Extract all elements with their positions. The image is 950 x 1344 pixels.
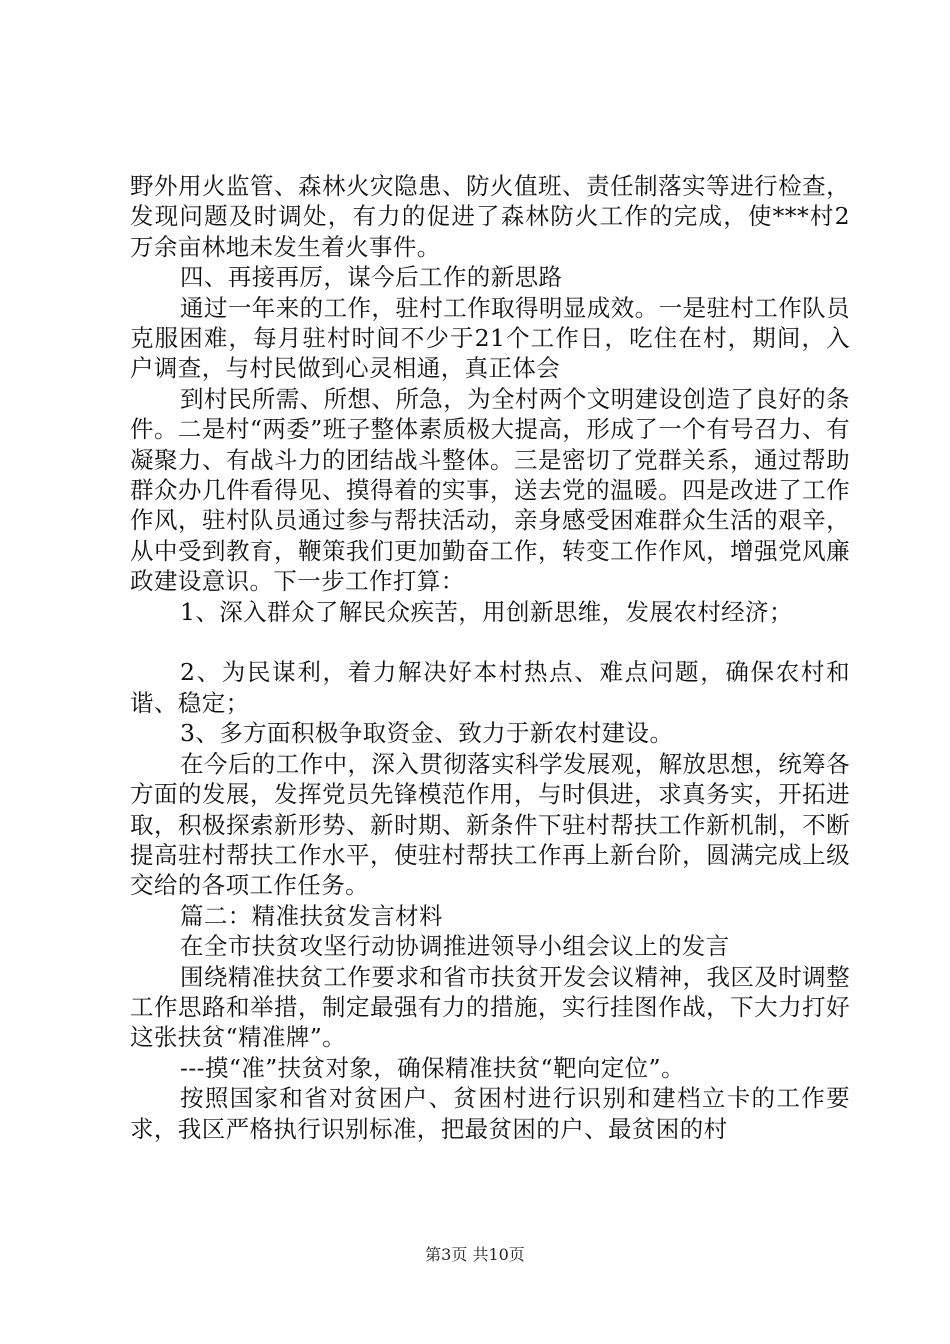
- page-number-footer: 第3页 共10页: [425, 1245, 525, 1264]
- paragraph-identification: 按照国家和省对贫困户、贫困村进行识别和建档立卡的工作要求，我区严格执行识别标准，把最贫困的户、最贫困的村: [130, 1084, 850, 1143]
- plan-item-3: 3、多方面积极争取资金、致力于新农村建设。: [180, 719, 674, 748]
- paragraph-achievements-continued: 到村民所需、所想、所急，为全村两个文明建设创造了良好的条件。二是村“两委”班子整体素质极大提高，形成了一个有号召力、有凝聚力、有战斗力的团结战斗整体。三是密切了党群关系，通过帮助群众办几件看得见、摸得着的实事，送去党的温暖。四是改进了工作作风，驻村队员通过参与帮扶活动，亲身感受困难群众生活的艰辛，从中受到教育，鞭策我们更加勤奋工作，转变工作作风，增强党风廉政建设意识。下一步工作打算：: [130, 384, 850, 596]
- section-heading-part-two: 篇二：精准扶贫发言材料: [180, 901, 443, 930]
- speech-title: 在全市扶贫攻坚行动协调推进领导小组会议上的发言: [180, 932, 730, 961]
- document-body: [130, 171, 850, 1144]
- plan-item-2: 2、为民谋利，着力解决好本村热点、难点问题，确保农村和谐、稳定；: [130, 658, 850, 717]
- paragraph-forest-fire: 野外用火监管、森林火灾隐患、防火值班、责任制落实等进行检查，发现问题及时调处，有力的促进了森林防火工作的完成，使***村2万余亩林地未发生着火事件。: [130, 172, 850, 261]
- section-heading-four: 四、再接再厉，谋今后工作的新思路: [180, 263, 563, 292]
- plan-item-1: 1、深入群众了解民众疾苦，用创新思维，发展农村经济；: [180, 597, 793, 626]
- paragraph-precision-poverty: 围绕精准扶贫工作要求和省市扶贫开发会议精神，我区及时调整工作思路和举措，制定最强有力的措施，实行挂图作战，下大力打好这张扶贫“精准牌”。: [130, 962, 850, 1052]
- paragraph-achievements: 通过一年来的工作，驻村工作取得明显成效。一是驻村工作队员克服困难，每月驻村时间不少于21个工作日，吃住在村，期间，入户调查，与村民做到心灵相通，真正体会: [130, 293, 850, 383]
- subheading-targeting: ---摸“准”扶贫对象，确保精准扶贫“靶向定位”。: [180, 1053, 685, 1082]
- paragraph-future-work: 在今后的工作中，深入贯彻落实科学发展观，解放思想，统筹各方面的发展，发挥党员先锋模范作用，与时俱进，求真务实，开拓进取，积极探索新形势、新时期、新条件下驻村帮扶工作新机制，不断提高驻村帮扶工作水平，使驻村帮扶工作再上新台阶，圆满完成上级交给的各项工作任务。: [130, 749, 850, 900]
